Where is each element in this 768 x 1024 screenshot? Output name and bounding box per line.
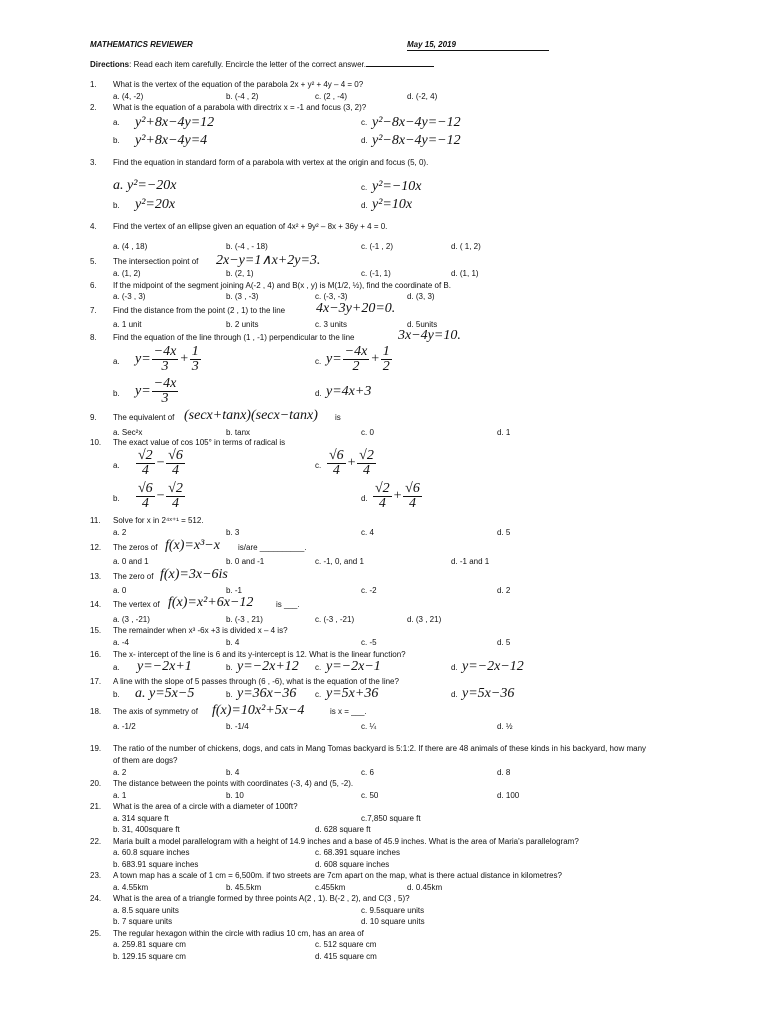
q6-choice-d[interactable]: d. (3, 3) bbox=[407, 292, 435, 301]
q2-choice-b[interactable]: y²+8x−4y=4 bbox=[135, 133, 208, 148]
q13-choice-c[interactable]: c. -2 bbox=[361, 586, 377, 595]
q14-function: f(x)=x²+6x−12 bbox=[168, 595, 254, 610]
q12-choice-b[interactable]: b. 0 and -1 bbox=[226, 557, 265, 566]
q1-choice-d[interactable]: d. (-2, 4) bbox=[407, 92, 438, 101]
q4-choice-a[interactable]: a. (4 , 18) bbox=[113, 242, 148, 251]
q3-choice-b-label[interactable]: b. bbox=[113, 201, 120, 210]
q3-text: Find the equation in standard form of a parabola with vertex at the origin and focus (5, 0). bbox=[113, 158, 429, 167]
q2-choice-b-label[interactable]: b. bbox=[113, 136, 120, 145]
q16-text: The x- intercept of the line is 6 and its y-intercept is 12. What is the linear function? bbox=[113, 650, 406, 659]
q8-choice-b-label[interactable]: b. bbox=[113, 389, 120, 398]
q11-choice-b[interactable]: b. 3 bbox=[226, 528, 240, 537]
q8b-yeq: y= bbox=[135, 383, 151, 399]
q14-choice-c[interactable]: c. (-3 , -21) bbox=[315, 615, 355, 624]
q5-choice-c[interactable]: c. (-1, 1) bbox=[361, 269, 391, 278]
q10b-op: − bbox=[155, 488, 166, 504]
q11-choice-a[interactable]: a. 2 bbox=[113, 528, 127, 537]
q10-text: The exact value of cos 105° in terms of radical is bbox=[113, 438, 286, 447]
q12-choice-c[interactable]: c. -1, 0, and 1 bbox=[315, 557, 364, 566]
q17-text: A line with the slope of 5 passes through (6 , -6), what is the equation of the line? bbox=[113, 677, 399, 686]
q10c-den2: 4 bbox=[362, 463, 370, 478]
q4-choice-b[interactable]: b. (-4 , - 18) bbox=[226, 242, 268, 251]
q17-choice-c[interactable]: y=5x+36 bbox=[326, 686, 379, 701]
q8a-den2: 3 bbox=[191, 359, 199, 374]
q7-choice-a[interactable]: a. 1 unit bbox=[113, 320, 142, 329]
q17-number: 17. bbox=[90, 677, 102, 686]
q10-choice-c-label[interactable]: c. bbox=[315, 461, 322, 470]
q16-choice-a[interactable]: y=−2x+1 bbox=[137, 659, 192, 674]
q2-text: What is the equation of a parabola with directrix x = -1 and focus (3, 2)? bbox=[113, 103, 367, 112]
q8a-den1: 3 bbox=[161, 359, 169, 374]
q6-choice-b[interactable]: b. (3 , -3) bbox=[226, 292, 259, 301]
q3-choice-b[interactable]: y²=20x bbox=[135, 197, 176, 212]
q19-text: The ratio of the number of chickens, dogs, and cats in Mang Tomas backyard is 5:1:2. If there are 48 animals of these kinds in his backyard, how many bbox=[113, 744, 647, 753]
q10-choice-b-label[interactable]: b. bbox=[113, 494, 120, 503]
q20-choice-d[interactable]: d. 100 bbox=[497, 791, 520, 800]
q12-text: The zeros of bbox=[113, 543, 158, 552]
q20-choice-a[interactable]: a. 1 bbox=[113, 791, 127, 800]
q5-choice-a[interactable]: a. (1, 2) bbox=[113, 269, 141, 278]
q10b-num1: √6 bbox=[138, 481, 153, 496]
q9-choice-b[interactable]: b. tanx bbox=[226, 428, 251, 437]
q6-choice-c[interactable]: c. (-3, -3) bbox=[315, 292, 348, 301]
q16-choice-c-label[interactable]: c. bbox=[315, 663, 322, 672]
q10-choice-a[interactable] bbox=[135, 449, 186, 478]
q5-equation: 2x−y=1∧x+2y=3. bbox=[216, 253, 321, 268]
q6-text: If the midpoint of the segment joining A(-2 , 4) and B(x , y) is M(1/2, ½), find the coordinate of B. bbox=[113, 281, 451, 290]
q14-number: 14. bbox=[90, 600, 102, 609]
q14-text-end: is ___. bbox=[276, 600, 300, 609]
q11-choice-c[interactable]: c. 4 bbox=[361, 528, 374, 537]
q5-text: The intersection point of bbox=[113, 257, 199, 266]
q17-choice-a[interactable]: a. y=5x−5 bbox=[135, 686, 195, 701]
q24-text: What is the area of a triangle formed by three points A(2 , 1). B(-2 , 2), and C(3 , 5)? bbox=[113, 894, 410, 903]
q6-choice-a[interactable]: a. (-3 , 3) bbox=[113, 292, 146, 301]
q19-choice-d[interactable]: d. 8 bbox=[497, 768, 511, 777]
q8-choice-a-label[interactable]: a. bbox=[113, 357, 120, 366]
q14-choice-b[interactable]: b. (-3 , 21) bbox=[226, 615, 263, 624]
q23-choice-a[interactable]: a. 4.55km bbox=[113, 883, 149, 892]
q6-number: 6. bbox=[90, 281, 97, 290]
q9-choice-c[interactable]: c. 0 bbox=[361, 428, 374, 437]
q13-function: f(x)=3x−6is bbox=[160, 567, 228, 582]
q9-text-end: is bbox=[335, 413, 341, 422]
q19-choice-a[interactable]: a. 2 bbox=[113, 768, 127, 777]
q9-choice-a[interactable]: a. Sec²x bbox=[113, 428, 143, 437]
q10a-op: − bbox=[155, 455, 166, 471]
q2-choice-c-label[interactable]: c. bbox=[361, 118, 368, 127]
q8a-num1: −4x bbox=[153, 344, 177, 359]
q4-choice-c[interactable]: c. (-1 , 2) bbox=[361, 242, 394, 251]
q23-number: 23. bbox=[90, 871, 102, 880]
q8-choice-a[interactable] bbox=[135, 345, 202, 374]
q23-choice-d[interactable]: d. 0.45km bbox=[407, 883, 443, 892]
q10d-op: + bbox=[392, 488, 403, 504]
q10a-den2: 4 bbox=[171, 463, 179, 478]
q10c-op: + bbox=[346, 455, 357, 471]
q2-choice-d[interactable]: y²−8x−4y=−12 bbox=[372, 133, 461, 148]
q19-choice-c[interactable]: c. 6 bbox=[361, 768, 374, 777]
q8-choice-c-label[interactable]: c. bbox=[315, 357, 322, 366]
q14-choice-d[interactable]: d. (3 , 21) bbox=[407, 615, 442, 624]
q10-choice-d[interactable] bbox=[372, 482, 423, 511]
q10-choice-c[interactable] bbox=[326, 449, 377, 478]
q18-choice-c[interactable]: c. ¼ bbox=[361, 722, 377, 731]
q16-choice-d-label[interactable]: d. bbox=[451, 663, 458, 672]
q13-choice-b[interactable]: b. -1 bbox=[226, 586, 243, 595]
q16-choice-d[interactable]: y=−2x−12 bbox=[462, 659, 524, 674]
q12-function: f(x)=x³−x bbox=[165, 538, 220, 553]
q15-choice-b[interactable]: b. 4 bbox=[226, 638, 240, 647]
q22-choice-c[interactable]: c. 68.391 square inches bbox=[315, 848, 400, 857]
q8a-num2: 1 bbox=[191, 344, 199, 359]
q8-equation: 3x−4y=10. bbox=[398, 328, 461, 343]
q3-choice-c-label[interactable]: c. bbox=[361, 183, 368, 192]
q10d-num1: √2 bbox=[375, 481, 390, 496]
q19-text-line2: of them are dogs? bbox=[113, 756, 178, 765]
q10-choice-b[interactable] bbox=[135, 482, 186, 511]
q21-choice-a[interactable]: a. 314 square ft bbox=[113, 814, 169, 823]
q17-choice-c-label[interactable]: c. bbox=[315, 690, 322, 699]
q10a-num2: √6 bbox=[168, 448, 183, 463]
q18-choice-b[interactable]: b. -1/4 bbox=[226, 722, 249, 731]
q10c-den1: 4 bbox=[332, 463, 340, 478]
q2-number: 2. bbox=[90, 103, 97, 112]
q7-choice-c[interactable]: c. 3 units bbox=[315, 320, 348, 329]
q13-text: The zero of bbox=[113, 572, 154, 581]
q7-text: Find the distance from the point (2 , 1) to the line bbox=[113, 306, 286, 315]
q2-choice-d-label[interactable]: d. bbox=[361, 136, 368, 145]
q11-text: Solve for x in 2⁴ˣ⁺¹ = 512. bbox=[113, 516, 204, 525]
q12-choice-d[interactable]: d. -1 and 1 bbox=[451, 557, 490, 566]
q20-number: 20. bbox=[90, 779, 102, 788]
q21-text: What is the area of a circle with a diameter of 100ft? bbox=[113, 802, 298, 811]
q3-choice-d[interactable]: y²=10x bbox=[372, 197, 413, 212]
q19-choice-b[interactable]: b. 4 bbox=[226, 768, 240, 777]
q11-number: 11. bbox=[90, 516, 101, 525]
q16-choice-c[interactable]: y=−2x−1 bbox=[326, 659, 381, 674]
q22-choice-d[interactable]: d. 608 square inches bbox=[315, 860, 390, 869]
q16-choice-b[interactable]: y=−2x+12 bbox=[237, 659, 299, 674]
q21-choice-b[interactable]: b. 31, 400square ft bbox=[113, 825, 180, 834]
q3-number: 3. bbox=[90, 158, 97, 167]
q8b-den: 3 bbox=[161, 391, 169, 406]
q14-choice-a[interactable]: a. (3 , -21) bbox=[113, 615, 150, 624]
q17-choice-d[interactable]: y=5x−36 bbox=[462, 686, 515, 701]
q18-function: f(x)=10x²+5x−4 bbox=[212, 703, 305, 718]
q2-choice-a[interactable]: y²+8x−4y=12 bbox=[135, 115, 215, 130]
q11-choice-d[interactable]: d. 5 bbox=[497, 528, 511, 537]
q9-number: 9. bbox=[90, 413, 97, 422]
q25-choice-c[interactable]: c. 512 square cm bbox=[315, 940, 377, 949]
q9-choice-d[interactable]: d. 1 bbox=[497, 428, 511, 437]
q5-choice-d[interactable]: d. (1, 1) bbox=[451, 269, 479, 278]
q13-choice-d[interactable]: d. 2 bbox=[497, 586, 511, 595]
q10d-den2: 4 bbox=[408, 496, 416, 511]
q8-choice-d-label[interactable]: d. bbox=[315, 389, 322, 398]
q22-text: Maria built a model parallelogram with a height of 14.9 inches and a base of 45.9 inches. What is the area of Maria's parallelogram? bbox=[113, 837, 579, 846]
q7-number: 7. bbox=[90, 306, 97, 315]
q22-choice-a[interactable]: a. 60.8 square inches bbox=[113, 848, 190, 857]
q8-choice-c[interactable] bbox=[326, 345, 393, 374]
q10-choice-a-label[interactable]: a. bbox=[113, 461, 120, 470]
q17-choice-b[interactable]: y=36x−36 bbox=[237, 686, 297, 701]
q10b-num2: √2 bbox=[168, 481, 183, 496]
q20-text: The distance between the points with coordinates (-3, 4) and (5, -2). bbox=[113, 779, 354, 788]
q15-choice-c[interactable]: c. -5 bbox=[361, 638, 377, 647]
q7-equation: 4x−3y+20=0. bbox=[316, 301, 396, 316]
q15-choice-a[interactable]: a. -4 bbox=[113, 638, 130, 647]
q10d-num2: √6 bbox=[405, 481, 420, 496]
q16-choice-b-label[interactable]: b. bbox=[226, 663, 233, 672]
q8c-num1: −4x bbox=[344, 344, 368, 359]
q16-number: 16. bbox=[90, 650, 102, 659]
q21-choice-c[interactable]: c.7,850 square ft bbox=[361, 814, 421, 823]
q8c-den2: 2 bbox=[382, 359, 390, 374]
q18-choice-d[interactable]: d. ½ bbox=[497, 722, 513, 731]
q10b-den1: 4 bbox=[141, 496, 149, 511]
q17-choice-a-label[interactable]: b. bbox=[113, 690, 120, 699]
q10c-num2: √2 bbox=[359, 448, 374, 463]
q1-text: What is the vertex of the equation of the parabola 2x + y² + 4y – 4 = 0? bbox=[113, 80, 364, 89]
q18-number: 18. bbox=[90, 707, 102, 716]
q10-number: 10. bbox=[90, 438, 102, 447]
q20-choice-c[interactable]: c. 50 bbox=[361, 791, 379, 800]
q24-choice-d[interactable]: d. 10 square units bbox=[361, 917, 425, 926]
q8-choice-b[interactable] bbox=[135, 377, 179, 406]
q8c-den1: 2 bbox=[352, 359, 360, 374]
q13-choice-a[interactable]: a. 0 bbox=[113, 586, 127, 595]
q1-choice-b[interactable]: b. (-4 , 2) bbox=[226, 92, 259, 101]
q8-choice-d[interactable]: y=4x+3 bbox=[326, 384, 372, 399]
q8a-op: + bbox=[179, 351, 189, 367]
q18-choice-a[interactable]: a. -1/2 bbox=[113, 722, 136, 731]
q1-choice-c[interactable]: c. (2 , -4) bbox=[315, 92, 348, 101]
q18-text-end: is x = ___. bbox=[330, 707, 367, 716]
q8c-yeq: y= bbox=[326, 351, 342, 367]
q10c-num1: √6 bbox=[329, 448, 344, 463]
q12-number: 12. bbox=[90, 543, 102, 552]
q10d-den1: 4 bbox=[378, 496, 386, 511]
q3-choice-c[interactable]: y²=−10x bbox=[372, 179, 422, 194]
q16-choice-a-label[interactable]: a. bbox=[113, 663, 120, 672]
q20-choice-b[interactable]: b. 10 bbox=[226, 791, 244, 800]
q12-text-end: is/are __________. bbox=[238, 543, 307, 552]
q24-choice-c[interactable]: c. 9.5square units bbox=[361, 906, 425, 915]
q15-text: The remainder when x³ -6x +3 is divided x – 4 is? bbox=[113, 626, 288, 635]
subject-title: MATHEMATICS REVIEWER bbox=[90, 40, 193, 49]
q1-number: 1. bbox=[90, 80, 97, 89]
q1-choice-a[interactable]: a. (4, -2) bbox=[113, 92, 144, 101]
q2-choice-a-label[interactable]: a. bbox=[113, 118, 120, 127]
q24-choice-a[interactable]: a. 8.5 square units bbox=[113, 906, 179, 915]
q23-choice-c[interactable]: c.455km bbox=[315, 883, 346, 892]
q17-choice-b-label[interactable]: b. bbox=[226, 690, 233, 699]
q5-number: 5. bbox=[90, 257, 97, 266]
q22-number: 22. bbox=[90, 837, 102, 846]
q8b-num: −4x bbox=[153, 376, 177, 391]
q2-choice-c[interactable]: y²−8x−4y=−12 bbox=[372, 115, 461, 130]
exam-date: May 15, 2019 bbox=[407, 40, 549, 51]
q7-choice-b[interactable]: b. 2 units bbox=[226, 320, 259, 329]
q3-choice-d-label[interactable]: d. bbox=[361, 201, 368, 210]
q8c-op: + bbox=[370, 351, 380, 367]
q22-choice-b[interactable]: b. 683.91 square inches bbox=[113, 860, 199, 869]
q10a-den1: 4 bbox=[141, 463, 149, 478]
q13-number: 13. bbox=[90, 572, 102, 581]
q10b-den2: 4 bbox=[171, 496, 179, 511]
q24-number: 24. bbox=[90, 894, 102, 903]
q4-text: Find the vertex of an ellipse given an equation of 4x² + 9y² – 8x + 36y + 4 = 0. bbox=[113, 222, 388, 231]
q25-number: 25. bbox=[90, 929, 102, 938]
q25-choice-d[interactable]: d. 415 square cm bbox=[315, 952, 377, 961]
q8-text: Find the equation of the line through (1 , -1) perpendicular to the line bbox=[113, 333, 355, 342]
q5-choice-b[interactable]: b. (2, 1) bbox=[226, 269, 254, 278]
q15-choice-d[interactable]: d. 5 bbox=[497, 638, 511, 647]
q23-text: A town map has a scale of 1 cm = 6,500m. if two streets are 7cm apart on the map, what is there actual distance in kilometres? bbox=[113, 871, 562, 880]
q10a-num1: √2 bbox=[138, 448, 153, 463]
q7-choice-d[interactable]: d. 5units bbox=[407, 320, 438, 329]
q9-text: The equivalent of bbox=[113, 413, 175, 422]
q12-choice-a[interactable]: a. 0 and 1 bbox=[113, 557, 149, 566]
q3-choice-a[interactable]: a. y²=−20x bbox=[113, 178, 177, 193]
q19-number: 19. bbox=[90, 744, 102, 753]
q8-number: 8. bbox=[90, 333, 97, 342]
q18-text: The axis of symmetry of bbox=[113, 707, 198, 716]
directions bbox=[90, 60, 434, 70]
q4-number: 4. bbox=[90, 222, 97, 231]
q4-choice-d[interactable]: d. ( 1, 2) bbox=[451, 242, 481, 251]
q8c-num2: 1 bbox=[382, 344, 390, 359]
directions-text: : Read each item carefully. Encircle the letter of the correct answer. bbox=[129, 60, 366, 69]
directions-label: Directions bbox=[90, 60, 130, 69]
q10-choice-d-label[interactable]: d. bbox=[361, 494, 368, 503]
q21-choice-d[interactable]: d. 628 square ft bbox=[315, 825, 371, 834]
q25-choice-b[interactable]: b. 129.15 square cm bbox=[113, 952, 186, 961]
q25-choice-a[interactable]: a. 259.81 square cm bbox=[113, 940, 186, 949]
q21-number: 21. bbox=[90, 802, 102, 811]
q25-text: The regular hexagon within the circle with radius 10 cm, has an area of bbox=[113, 929, 364, 938]
q8a-yeq: y= bbox=[135, 351, 151, 367]
q9-expression: (secx+tanx)(secx−tanx) bbox=[184, 408, 318, 423]
q17-choice-d-label[interactable]: d. bbox=[451, 690, 458, 699]
q23-choice-b[interactable]: b. 45.5km bbox=[226, 883, 262, 892]
q14-text: The vertex of bbox=[113, 600, 160, 609]
q15-number: 15. bbox=[90, 626, 102, 635]
q24-choice-b[interactable]: b. 7 square units bbox=[113, 917, 173, 926]
